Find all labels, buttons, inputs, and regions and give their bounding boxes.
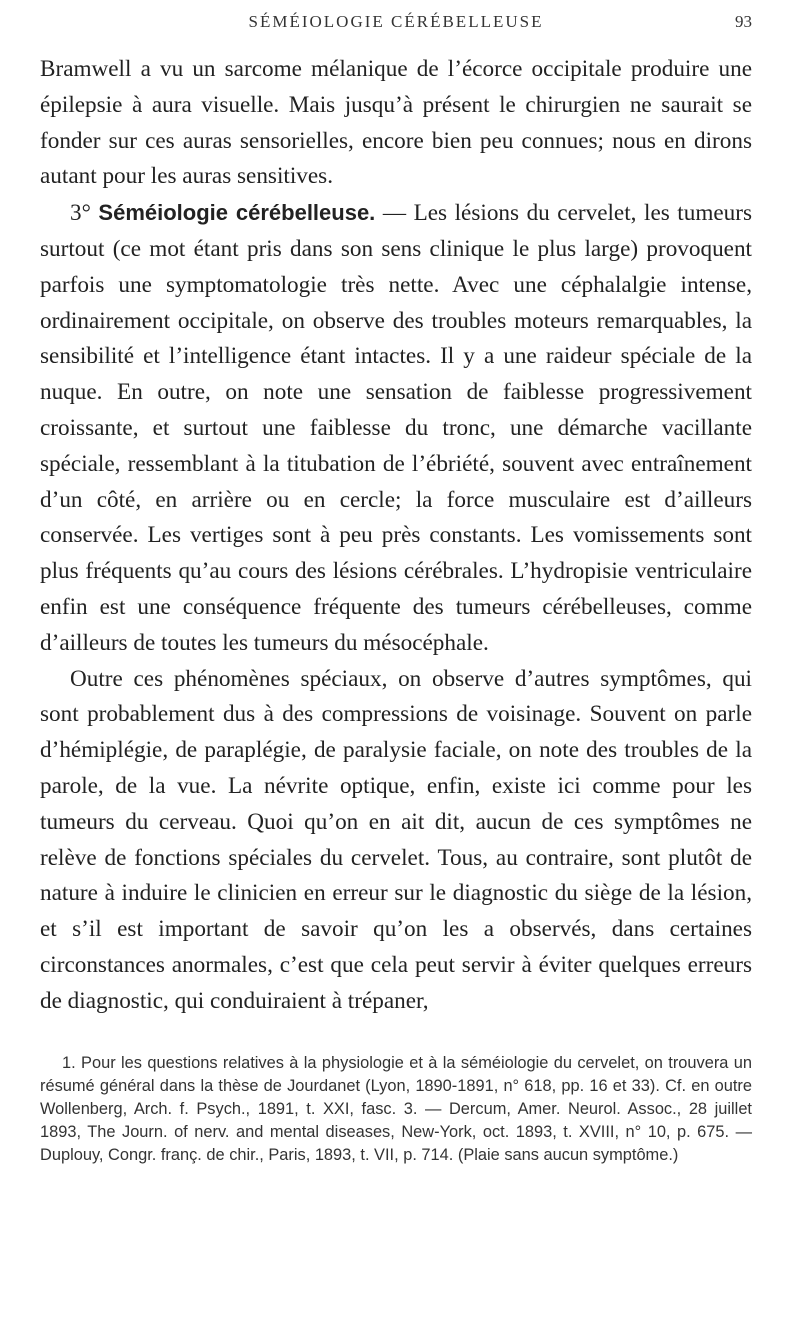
footnote-1: 1. Pour les questions relatives à la physiologie et à la séméiologie du cervelet, on trouvera un résumé général dans la thèse de Jourdanet (Lyon, 1890-1891, n° 618, pp. 16 et 33). Cf. en outre Wollenberg, Arch. f. Psych., 1891, t. XXI, fasc. 3. — Dercum, Amer. Neurol. Assoc., 28 juillet 1893, The Journ. of nerv. and mental diseases, New-York, oct. 1893, t. XVIII, n° 10, p. 675. — Duplouy, Congr. franç. de chir., Paris, 1893, t. VII, p. 714. (Plaie sans aucun symptôme.) xyxy=(40,1054,752,1164)
paragraph-auras: Bramwell a vu un sarcome mélanique de l’écorce occipitale produire une épilepsie à aura visuelle. Mais jusqu’à présent le chirurgien ne saurait se fonder sur ces auras sensorielles, encore bien peu connues; nous en dirons autant pour les auras sensitives. xyxy=(40,56,752,190)
section-number: 3° xyxy=(70,200,91,227)
paragraph-cerebellar-lesions: — Les lésions du cervelet, les tumeurs surtout (ce mot étant pris dans son sens clinique le plus large) provoquent parfois une symptomatologie très nette. Avec une céphalalgie intense, ordinairement occipitale, on observe des troubles moteurs remarquables, la sensibilité et l’intelligence étant intactes. Il y a une raideur spéciale de la nuque. En outre, on note une sensation de faiblesse progressivement croissante, et surtout une faiblesse du tronc, une démarche vacillante spéciale, ressemblant à la titubation de l’ébriété, souvent avec entraînement d’un côté, en arrière ou en cercle; la force musculaire est d’ailleurs conservée. Les vertiges sont à peu près constants. Les vomissements sont plus fréquents qu’au cours des lésions cérébrales. L’hydropisie ventriculaire enfin est une conséquence fréquente des tumeurs cérébelleuses, comme d’ailleurs de toutes les tumeurs du mésocéphale. xyxy=(40,200,753,656)
section-heading: Séméiologie cérébelleuse. xyxy=(98,200,376,226)
running-header xyxy=(40,12,752,38)
paragraph-other-symptoms: Outre ces phénomènes spéciaux, on observe d’autres symptômes, qui sont probablement dus à des compressions de voisinage. Souvent on parle d’hémiplégie, de paraplégie, de paralysie faciale, on note des troubles de la parole, de la vue. La névrite optique, enfin, existe ici comme pour les tumeurs du cerveau. Quoi qu’on en ait dit, aucun de ces symptômes ne relève de fonctions spéciales du cervelet. Tous, au contraire, sont plutôt de nature à induire le clinicien en erreur sur le diagnostic du siège de la lésion, et s’il est important de savoir qu’on les a observés, dans certaines circonstances anormales, c’est que cela peut servir à éviter quelques erreurs de diagnostic, qui conduiraient à trépaner, xyxy=(40,665,752,1014)
footnotes xyxy=(40,1052,752,1167)
running-title: SÉMÉIOLOGIE CÉRÉBELLEUSE xyxy=(248,12,544,31)
section-paragraph xyxy=(40,195,752,661)
page-number: 93 xyxy=(735,12,752,31)
body-text xyxy=(40,52,752,1020)
